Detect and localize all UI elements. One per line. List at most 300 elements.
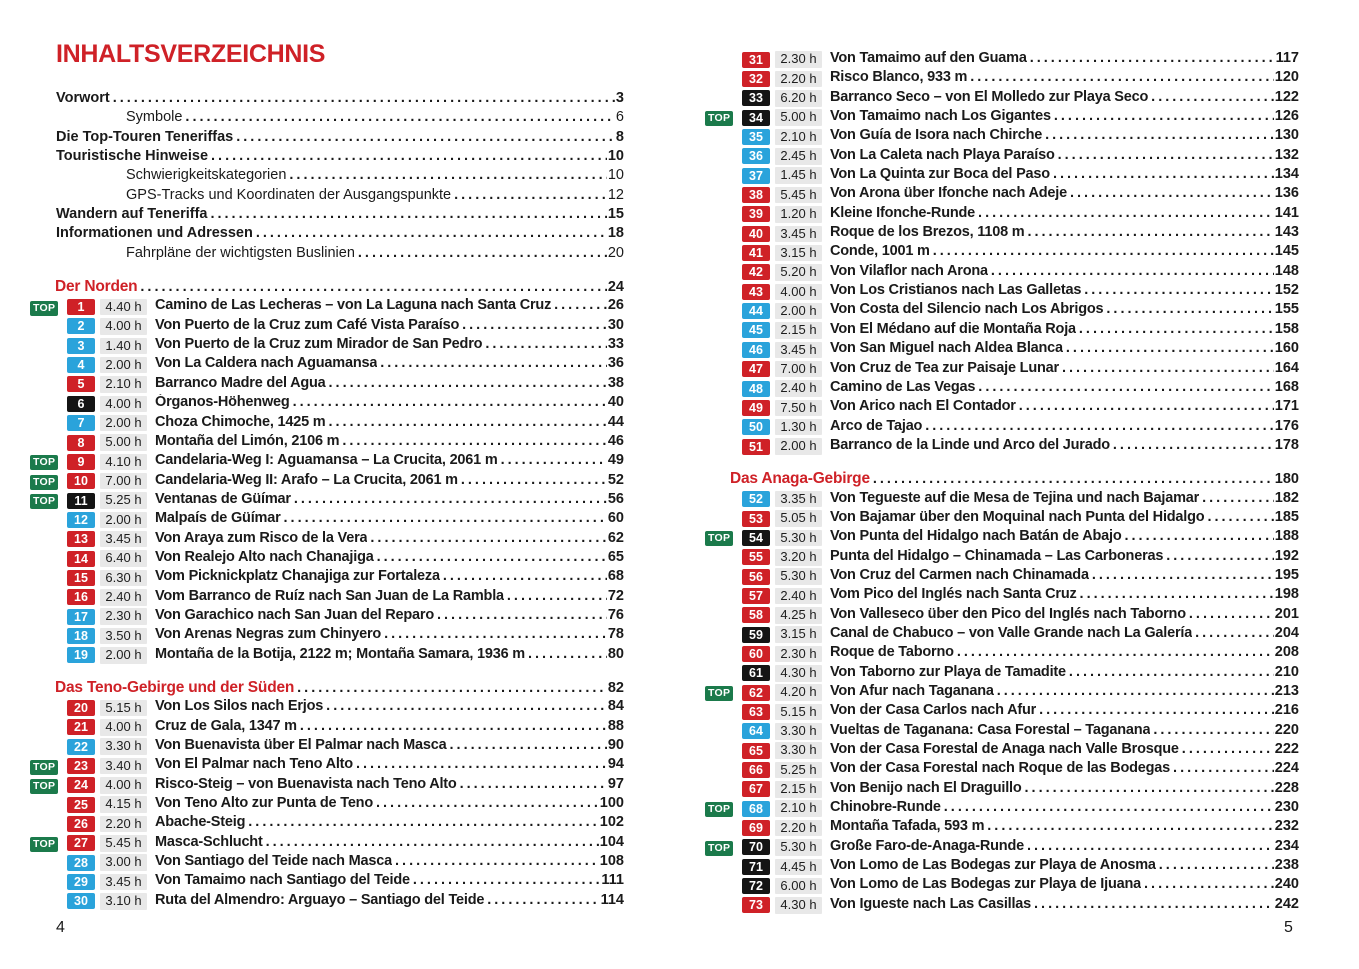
dot-leader bbox=[1027, 838, 1274, 854]
page-number: 60 bbox=[607, 510, 624, 527]
page-number: 56 bbox=[607, 490, 624, 507]
tour-number-badge: 51 bbox=[742, 439, 770, 455]
duration: 3.45 h bbox=[775, 226, 822, 243]
tour-number-badge: 59 bbox=[742, 627, 770, 643]
page-number: 72 bbox=[607, 587, 624, 604]
item-label: Wandern auf Teneriffa bbox=[56, 206, 208, 223]
tour-title: Canal de Chabuco – von Valle Grande nach La Galería bbox=[830, 624, 1193, 641]
duration: 2.15 h bbox=[775, 781, 822, 798]
toc-entry-row bbox=[30, 607, 624, 626]
tour-title: Punta del Hidalgo – Chinamada – Las Carboneras bbox=[830, 547, 1164, 564]
toc-entry-row bbox=[705, 857, 1299, 876]
dot-leader bbox=[461, 472, 607, 488]
duration: 5.30 h bbox=[775, 530, 822, 547]
dot-leader bbox=[1079, 321, 1274, 337]
page-number: 230 bbox=[1274, 799, 1299, 816]
duration: 5.00 h bbox=[100, 434, 147, 451]
tour-title: Von Realejo Alto nach Chanajiga bbox=[155, 548, 374, 565]
page-number: 80 bbox=[607, 645, 624, 662]
top-badge: TOP bbox=[30, 455, 58, 470]
duration: 5.15 h bbox=[100, 700, 147, 717]
dot-leader bbox=[554, 297, 607, 313]
duration: 4.10 h bbox=[100, 454, 147, 471]
dot-leader bbox=[1159, 857, 1274, 873]
toc-entry-row bbox=[705, 166, 1299, 185]
toc-entry-row bbox=[30, 834, 624, 853]
duration: 7.00 h bbox=[775, 361, 822, 378]
page-number: 6 bbox=[615, 109, 624, 126]
page-number: 182 bbox=[1274, 489, 1299, 506]
duration: 4.20 h bbox=[775, 684, 822, 701]
tour-number-badge: 56 bbox=[742, 569, 770, 585]
page-number: 122 bbox=[1274, 88, 1299, 105]
page-number: 10 bbox=[607, 167, 624, 184]
tour-title: Von Vilaflor nach Arona bbox=[830, 262, 988, 279]
toc-entry-row bbox=[30, 646, 624, 665]
toc-entry-row bbox=[705, 702, 1299, 721]
tour-number-badge: 45 bbox=[742, 322, 770, 338]
dot-leader bbox=[1069, 664, 1274, 680]
dot-leader bbox=[987, 818, 1274, 834]
tour-title: Von Punta del Hidalgo nach Batán de Abajo bbox=[830, 528, 1122, 545]
item-label: Vorwort bbox=[56, 90, 110, 106]
page-number: 108 bbox=[599, 853, 624, 870]
toc-entry-row bbox=[30, 491, 624, 510]
section-gap bbox=[30, 665, 624, 679]
duration: 2.30 h bbox=[775, 51, 822, 68]
page-number: 222 bbox=[1274, 741, 1299, 758]
toc-entry-row bbox=[705, 741, 1299, 760]
tour-number-badge: 4 bbox=[67, 357, 95, 373]
dot-leader bbox=[266, 834, 599, 850]
tour-number-badge: 71 bbox=[742, 859, 770, 875]
toc-entry-row bbox=[705, 340, 1299, 359]
top-badge: TOP bbox=[705, 841, 733, 856]
front-matter-list bbox=[30, 90, 624, 264]
page-number: 38 bbox=[607, 374, 624, 391]
duration: 4.00 h bbox=[100, 777, 147, 794]
section-header-row bbox=[730, 470, 1299, 489]
tour-number-badge: 28 bbox=[67, 855, 95, 871]
duration: 3.30 h bbox=[100, 738, 147, 755]
tour-number-badge: 22 bbox=[67, 739, 95, 755]
top-slot bbox=[30, 835, 67, 852]
tour-number-badge: 72 bbox=[742, 878, 770, 894]
duration: 4.25 h bbox=[775, 607, 822, 624]
tour-number-badge: 1 bbox=[67, 299, 95, 315]
toc-entry-row bbox=[30, 297, 624, 316]
duration: 4.40 h bbox=[100, 299, 147, 316]
dot-leader bbox=[1019, 398, 1274, 414]
top-badge: TOP bbox=[30, 837, 58, 852]
toc-front-matter-row bbox=[126, 167, 624, 186]
dot-leader bbox=[356, 756, 607, 772]
toc-front-matter-row bbox=[56, 90, 624, 109]
page-number: 204 bbox=[1274, 624, 1299, 641]
tour-number-badge: 35 bbox=[742, 129, 770, 145]
dot-leader bbox=[1195, 625, 1274, 641]
tour-number-badge: 62 bbox=[742, 685, 770, 701]
dot-leader bbox=[413, 872, 601, 888]
tour-number-badge: 57 bbox=[742, 588, 770, 604]
duration: 3.35 h bbox=[775, 491, 822, 508]
tour-title: Von Arenas Negras zum Chinyero bbox=[155, 626, 382, 643]
tour-title: Barranco de la Linde und Arco del Jurado bbox=[830, 436, 1110, 453]
dot-leader bbox=[395, 853, 599, 869]
toc-entry-row bbox=[30, 549, 624, 568]
top-slot bbox=[705, 109, 742, 126]
tour-title: Von Arico nach El Contador bbox=[830, 398, 1016, 415]
toc-entry-row bbox=[705, 263, 1299, 282]
tour-title: Von Guía de Isora nach Chirche bbox=[830, 127, 1043, 144]
tour-title: Malpaís de Güímar bbox=[155, 510, 281, 527]
tour-title: Große Faro-de-Anaga-Runde bbox=[830, 837, 1024, 854]
toc-entry-row bbox=[705, 282, 1299, 301]
toc-front-matter-row bbox=[56, 206, 624, 225]
toc-entry-row bbox=[30, 375, 624, 394]
duration: 4.30 h bbox=[775, 897, 822, 914]
folio-right: 5 bbox=[1284, 919, 1293, 936]
top-badge: TOP bbox=[705, 802, 733, 817]
toc-entry-row bbox=[30, 892, 624, 911]
item-label: Touristische Hinweise bbox=[56, 148, 209, 165]
top-badge: TOP bbox=[30, 779, 58, 794]
tour-number-badge: 25 bbox=[67, 797, 95, 813]
toc-entry-row bbox=[30, 814, 624, 833]
tour-number-badge: 40 bbox=[742, 226, 770, 242]
dot-leader bbox=[236, 129, 615, 145]
dot-leader bbox=[326, 698, 607, 714]
tour-title: Von La Caleta nach Playa Paraíso bbox=[830, 146, 1055, 163]
duration: 5.25 h bbox=[100, 492, 147, 509]
page-number: 111 bbox=[601, 872, 624, 889]
item-label: Schwierigkeitskategorien bbox=[126, 167, 287, 184]
tour-number-badge: 32 bbox=[742, 71, 770, 87]
top-slot bbox=[705, 839, 742, 856]
dot-leader bbox=[1070, 185, 1274, 201]
toc-front-matter-row bbox=[126, 187, 624, 206]
page-number: 155 bbox=[1274, 301, 1299, 318]
page-number: 224 bbox=[1274, 760, 1299, 777]
duration: 7.50 h bbox=[775, 400, 822, 417]
tour-title: Barranco Seco – von El Molledo zur Playa Seco bbox=[830, 88, 1149, 105]
tour-title: Von der Casa Carlos nach Afur bbox=[830, 702, 1037, 719]
top-slot bbox=[705, 800, 742, 817]
tour-title: Von Garachico nach San Juan del Reparo bbox=[155, 606, 434, 623]
duration: 3.30 h bbox=[775, 723, 822, 740]
duration: 2.45 h bbox=[775, 148, 822, 165]
tour-title: Von La Caldera nach Aguamansa bbox=[155, 355, 378, 372]
tour-title: Cruz de Gala, 1347 m bbox=[155, 717, 297, 734]
duration: 2.10 h bbox=[100, 376, 147, 393]
tour-number-badge: 67 bbox=[742, 781, 770, 797]
tour-number-badge: 68 bbox=[742, 801, 770, 817]
right-tour-sections bbox=[705, 50, 1299, 915]
toc-entry-row bbox=[705, 760, 1299, 779]
dot-leader bbox=[1106, 301, 1273, 317]
page-number: 24 bbox=[607, 279, 624, 296]
toc-entry-row bbox=[30, 568, 624, 587]
page-number: 238 bbox=[1274, 857, 1299, 874]
tour-number-badge: 33 bbox=[742, 90, 770, 106]
toc-entry-row bbox=[30, 355, 624, 374]
duration: 1.40 h bbox=[100, 338, 147, 355]
duration: 2.10 h bbox=[775, 800, 822, 817]
tour-title: Montaña de la Botija, 2122 m; Montaña Samara, 1936 m bbox=[155, 645, 525, 662]
toc-entry-row bbox=[705, 490, 1299, 509]
duration: 2.20 h bbox=[775, 71, 822, 88]
dot-leader bbox=[1039, 702, 1274, 718]
page-number: 76 bbox=[607, 606, 624, 623]
page-number: 188 bbox=[1274, 528, 1299, 545]
tour-title: Candelaria-Weg I: Aguamansa – La Crucita, 2061 m bbox=[155, 452, 498, 469]
tour-title: Von La Quinta zur Boca del Paso bbox=[830, 166, 1050, 183]
duration: 3.20 h bbox=[775, 549, 822, 566]
toc-entry-row bbox=[30, 698, 624, 717]
duration: 2.20 h bbox=[775, 820, 822, 837]
toc-entry-row bbox=[705, 818, 1299, 837]
toc-entry-row bbox=[705, 418, 1299, 437]
tour-number-badge: 61 bbox=[742, 665, 770, 681]
top-badge: TOP bbox=[705, 111, 733, 126]
tour-number-badge: 31 bbox=[742, 52, 770, 68]
dot-leader bbox=[454, 187, 607, 203]
tour-number-badge: 3 bbox=[67, 338, 95, 354]
tour-number-badge: 43 bbox=[742, 284, 770, 300]
duration: 5.00 h bbox=[775, 109, 822, 126]
tour-number-badge: 14 bbox=[67, 551, 95, 567]
tour-number-badge: 20 bbox=[67, 700, 95, 716]
page-number: 117 bbox=[1275, 50, 1299, 66]
duration: 6.00 h bbox=[775, 878, 822, 895]
page-number: 97 bbox=[607, 775, 624, 792]
tour-title: Chinobre-Runde bbox=[830, 799, 941, 816]
page-number: 65 bbox=[607, 548, 624, 565]
toc-entry-row bbox=[705, 586, 1299, 605]
tour-number-badge: 19 bbox=[67, 647, 95, 663]
page-number: 94 bbox=[607, 756, 624, 773]
tour-number-badge: 65 bbox=[742, 743, 770, 759]
page-number: 180 bbox=[1274, 471, 1299, 488]
tour-number-badge: 34 bbox=[742, 110, 770, 126]
tour-title: Von El Palmar nach Teno Alto bbox=[155, 756, 353, 773]
page-number: 8 bbox=[615, 128, 624, 145]
tour-title: Von Tegueste auf die Mesa de Tejina und nach Bajamar bbox=[830, 489, 1200, 506]
section-title: Das Teno-Gebirge und der Süden bbox=[55, 678, 295, 696]
tour-number-badge: 11 bbox=[67, 493, 95, 509]
duration: 3.10 h bbox=[100, 893, 147, 910]
tour-title: Von der Casa Forestal nach Roque de las Bodegas bbox=[830, 760, 1171, 777]
tour-number-badge: 42 bbox=[742, 264, 770, 280]
duration: 5.15 h bbox=[775, 704, 822, 721]
duration: 6.30 h bbox=[100, 570, 147, 587]
toc-front-matter-row bbox=[126, 109, 624, 128]
page-number: 158 bbox=[1274, 320, 1299, 337]
item-label: Die Top-Touren Teneriffas bbox=[56, 128, 234, 145]
toc-entry-row bbox=[705, 548, 1299, 567]
tour-title: Von Araya zum Risco de la Vera bbox=[155, 529, 368, 546]
top-slot bbox=[30, 453, 67, 470]
toc-entry-row bbox=[30, 317, 624, 336]
page-number: 3 bbox=[615, 90, 624, 106]
page-number: 102 bbox=[599, 814, 624, 831]
dot-leader bbox=[140, 279, 606, 295]
tour-title: Camino de Las Vegas bbox=[830, 378, 976, 395]
duration: 5.45 h bbox=[100, 835, 147, 852]
dot-leader bbox=[1027, 224, 1273, 240]
tour-title: Arco de Tajao bbox=[830, 417, 923, 434]
left-tour-sections bbox=[30, 264, 624, 911]
toc-entry-row bbox=[705, 69, 1299, 88]
duration: 2.10 h bbox=[775, 129, 822, 146]
dot-leader bbox=[358, 245, 607, 261]
dot-leader bbox=[925, 418, 1274, 434]
toc-entry-row bbox=[30, 433, 624, 452]
dot-leader bbox=[294, 491, 607, 507]
duration: 2.40 h bbox=[100, 589, 147, 606]
page-number: 213 bbox=[1274, 683, 1299, 699]
page-number: 192 bbox=[1274, 547, 1299, 564]
tour-title: Vom Picknickplatz Chanajiga zur Fortaleza bbox=[155, 568, 440, 585]
tour-title: Roque de Taborno bbox=[830, 644, 954, 661]
toc-entry-row bbox=[705, 528, 1299, 547]
page-title: INHALTSVERZEICHNIS bbox=[56, 40, 326, 68]
page-number: 201 bbox=[1274, 605, 1299, 622]
duration: 2.30 h bbox=[100, 608, 147, 625]
top-slot bbox=[30, 299, 67, 316]
dot-leader bbox=[933, 243, 1274, 259]
duration: 4.00 h bbox=[775, 284, 822, 301]
dot-leader bbox=[1066, 340, 1274, 356]
tour-title: Roque de los Brezos, 1108 m bbox=[830, 224, 1025, 241]
duration: 5.20 h bbox=[775, 264, 822, 281]
toc-entry-row bbox=[30, 588, 624, 607]
tour-number-badge: 66 bbox=[742, 762, 770, 778]
duration: 3.45 h bbox=[775, 342, 822, 359]
dot-leader bbox=[501, 452, 607, 468]
toc-front-matter-row bbox=[56, 148, 624, 167]
dot-leader bbox=[462, 317, 607, 333]
duration: 3.15 h bbox=[775, 626, 822, 643]
page-number: 68 bbox=[607, 568, 624, 585]
tour-number-badge: 70 bbox=[742, 839, 770, 855]
tour-title: Vom Pico del Inglés nach Santa Cruz bbox=[830, 586, 1077, 603]
duration: 4.30 h bbox=[775, 665, 822, 682]
tour-title: Von San Miguel nach Aldea Blanca bbox=[830, 340, 1063, 357]
duration: 4.00 h bbox=[100, 396, 147, 413]
folio-left: 4 bbox=[56, 919, 65, 936]
dot-leader bbox=[460, 776, 607, 792]
duration: 3.00 h bbox=[100, 854, 147, 871]
dot-leader bbox=[1080, 586, 1274, 602]
duration: 2.00 h bbox=[775, 438, 822, 455]
duration: 3.30 h bbox=[775, 742, 822, 759]
dot-leader bbox=[1058, 147, 1274, 163]
page-number: 33 bbox=[607, 336, 624, 353]
tour-title: Von Costa del Silencio nach Los Abrigos bbox=[830, 301, 1104, 318]
page-number: 44 bbox=[607, 413, 624, 430]
tour-number-badge: 26 bbox=[67, 816, 95, 832]
page-number: 62 bbox=[607, 529, 624, 546]
duration: 2.40 h bbox=[775, 588, 822, 605]
tour-title: Von Tamaimo auf den Guama bbox=[830, 50, 1027, 66]
page-number: 160 bbox=[1274, 340, 1299, 357]
dot-leader bbox=[376, 795, 599, 811]
toc-entry-row bbox=[705, 722, 1299, 741]
duration: 5.05 h bbox=[775, 510, 822, 527]
page-number: 114 bbox=[600, 891, 624, 908]
tour-number-badge: 41 bbox=[742, 245, 770, 261]
tour-number-badge: 17 bbox=[67, 609, 95, 625]
page-number: 143 bbox=[1274, 224, 1299, 241]
tour-number-badge: 15 bbox=[67, 570, 95, 586]
tour-number-badge: 50 bbox=[742, 419, 770, 435]
duration: 5.30 h bbox=[775, 568, 822, 585]
tour-title: Choza Chimoche, 1425 m bbox=[155, 413, 326, 430]
dot-leader bbox=[293, 394, 607, 410]
duration: 2.00 h bbox=[100, 357, 147, 374]
tour-number-badge: 18 bbox=[67, 628, 95, 644]
duration: 2.00 h bbox=[100, 512, 147, 529]
dot-leader bbox=[1207, 509, 1273, 525]
tour-title: Von Benijo nach El Draguillo bbox=[830, 779, 1022, 796]
dot-leader bbox=[384, 626, 607, 642]
tour-title: Von Santiago del Teide nach Masca bbox=[155, 853, 393, 870]
tour-number-badge: 63 bbox=[742, 704, 770, 720]
page-number: 134 bbox=[1274, 166, 1299, 183]
toc-entry-row bbox=[705, 664, 1299, 683]
top-badge: TOP bbox=[705, 686, 733, 701]
tour-number-badge: 60 bbox=[742, 646, 770, 662]
tour-number-badge: 73 bbox=[742, 897, 770, 913]
toc-entry-row bbox=[705, 185, 1299, 204]
dot-leader bbox=[1054, 108, 1274, 124]
tour-number-badge: 24 bbox=[67, 777, 95, 793]
tour-number-badge: 47 bbox=[742, 361, 770, 377]
dot-leader bbox=[997, 683, 1274, 699]
toc-entry-row bbox=[705, 799, 1299, 818]
dot-leader bbox=[978, 379, 1274, 395]
duration: 2.15 h bbox=[775, 322, 822, 339]
page-number: 232 bbox=[1274, 818, 1299, 835]
page-number: 26 bbox=[607, 297, 624, 314]
duration: 4.00 h bbox=[100, 719, 147, 736]
page-number: 234 bbox=[1274, 837, 1299, 854]
toc-entry-row bbox=[705, 896, 1299, 915]
dot-leader bbox=[1182, 741, 1274, 757]
tour-title: Von Valleseco über den Pico del Inglés nach Taborno bbox=[830, 605, 1186, 622]
tour-number-badge: 38 bbox=[742, 187, 770, 203]
dot-leader bbox=[1030, 50, 1275, 66]
page-number: 220 bbox=[1274, 721, 1299, 738]
tour-title: Von Los Cristianos nach Las Galletas bbox=[830, 282, 1082, 299]
tour-title: Von Tamaimo nach Los Gigantes bbox=[830, 108, 1051, 125]
tour-title: Órganos-Höhenweg bbox=[155, 394, 290, 411]
tour-title: Vom Barranco de Ruíz nach San Juan de La Rambla bbox=[155, 587, 504, 604]
page-number: 152 bbox=[1274, 282, 1299, 299]
tour-title: Risco-Steig – von Buenavista nach Teno Alto bbox=[155, 775, 457, 792]
dot-leader bbox=[443, 568, 607, 584]
page-number: 176 bbox=[1274, 417, 1299, 434]
page-number: 132 bbox=[1274, 146, 1299, 163]
dot-leader bbox=[1034, 896, 1274, 912]
tour-number-badge: 8 bbox=[67, 435, 95, 451]
tour-title: Von Tamaimo nach Santiago del Teide bbox=[155, 872, 410, 889]
dot-leader bbox=[289, 167, 606, 183]
tour-title: Von Afur nach Taganana bbox=[830, 683, 994, 699]
duration: 2.40 h bbox=[775, 380, 822, 397]
toc-front-matter-row bbox=[126, 245, 624, 264]
